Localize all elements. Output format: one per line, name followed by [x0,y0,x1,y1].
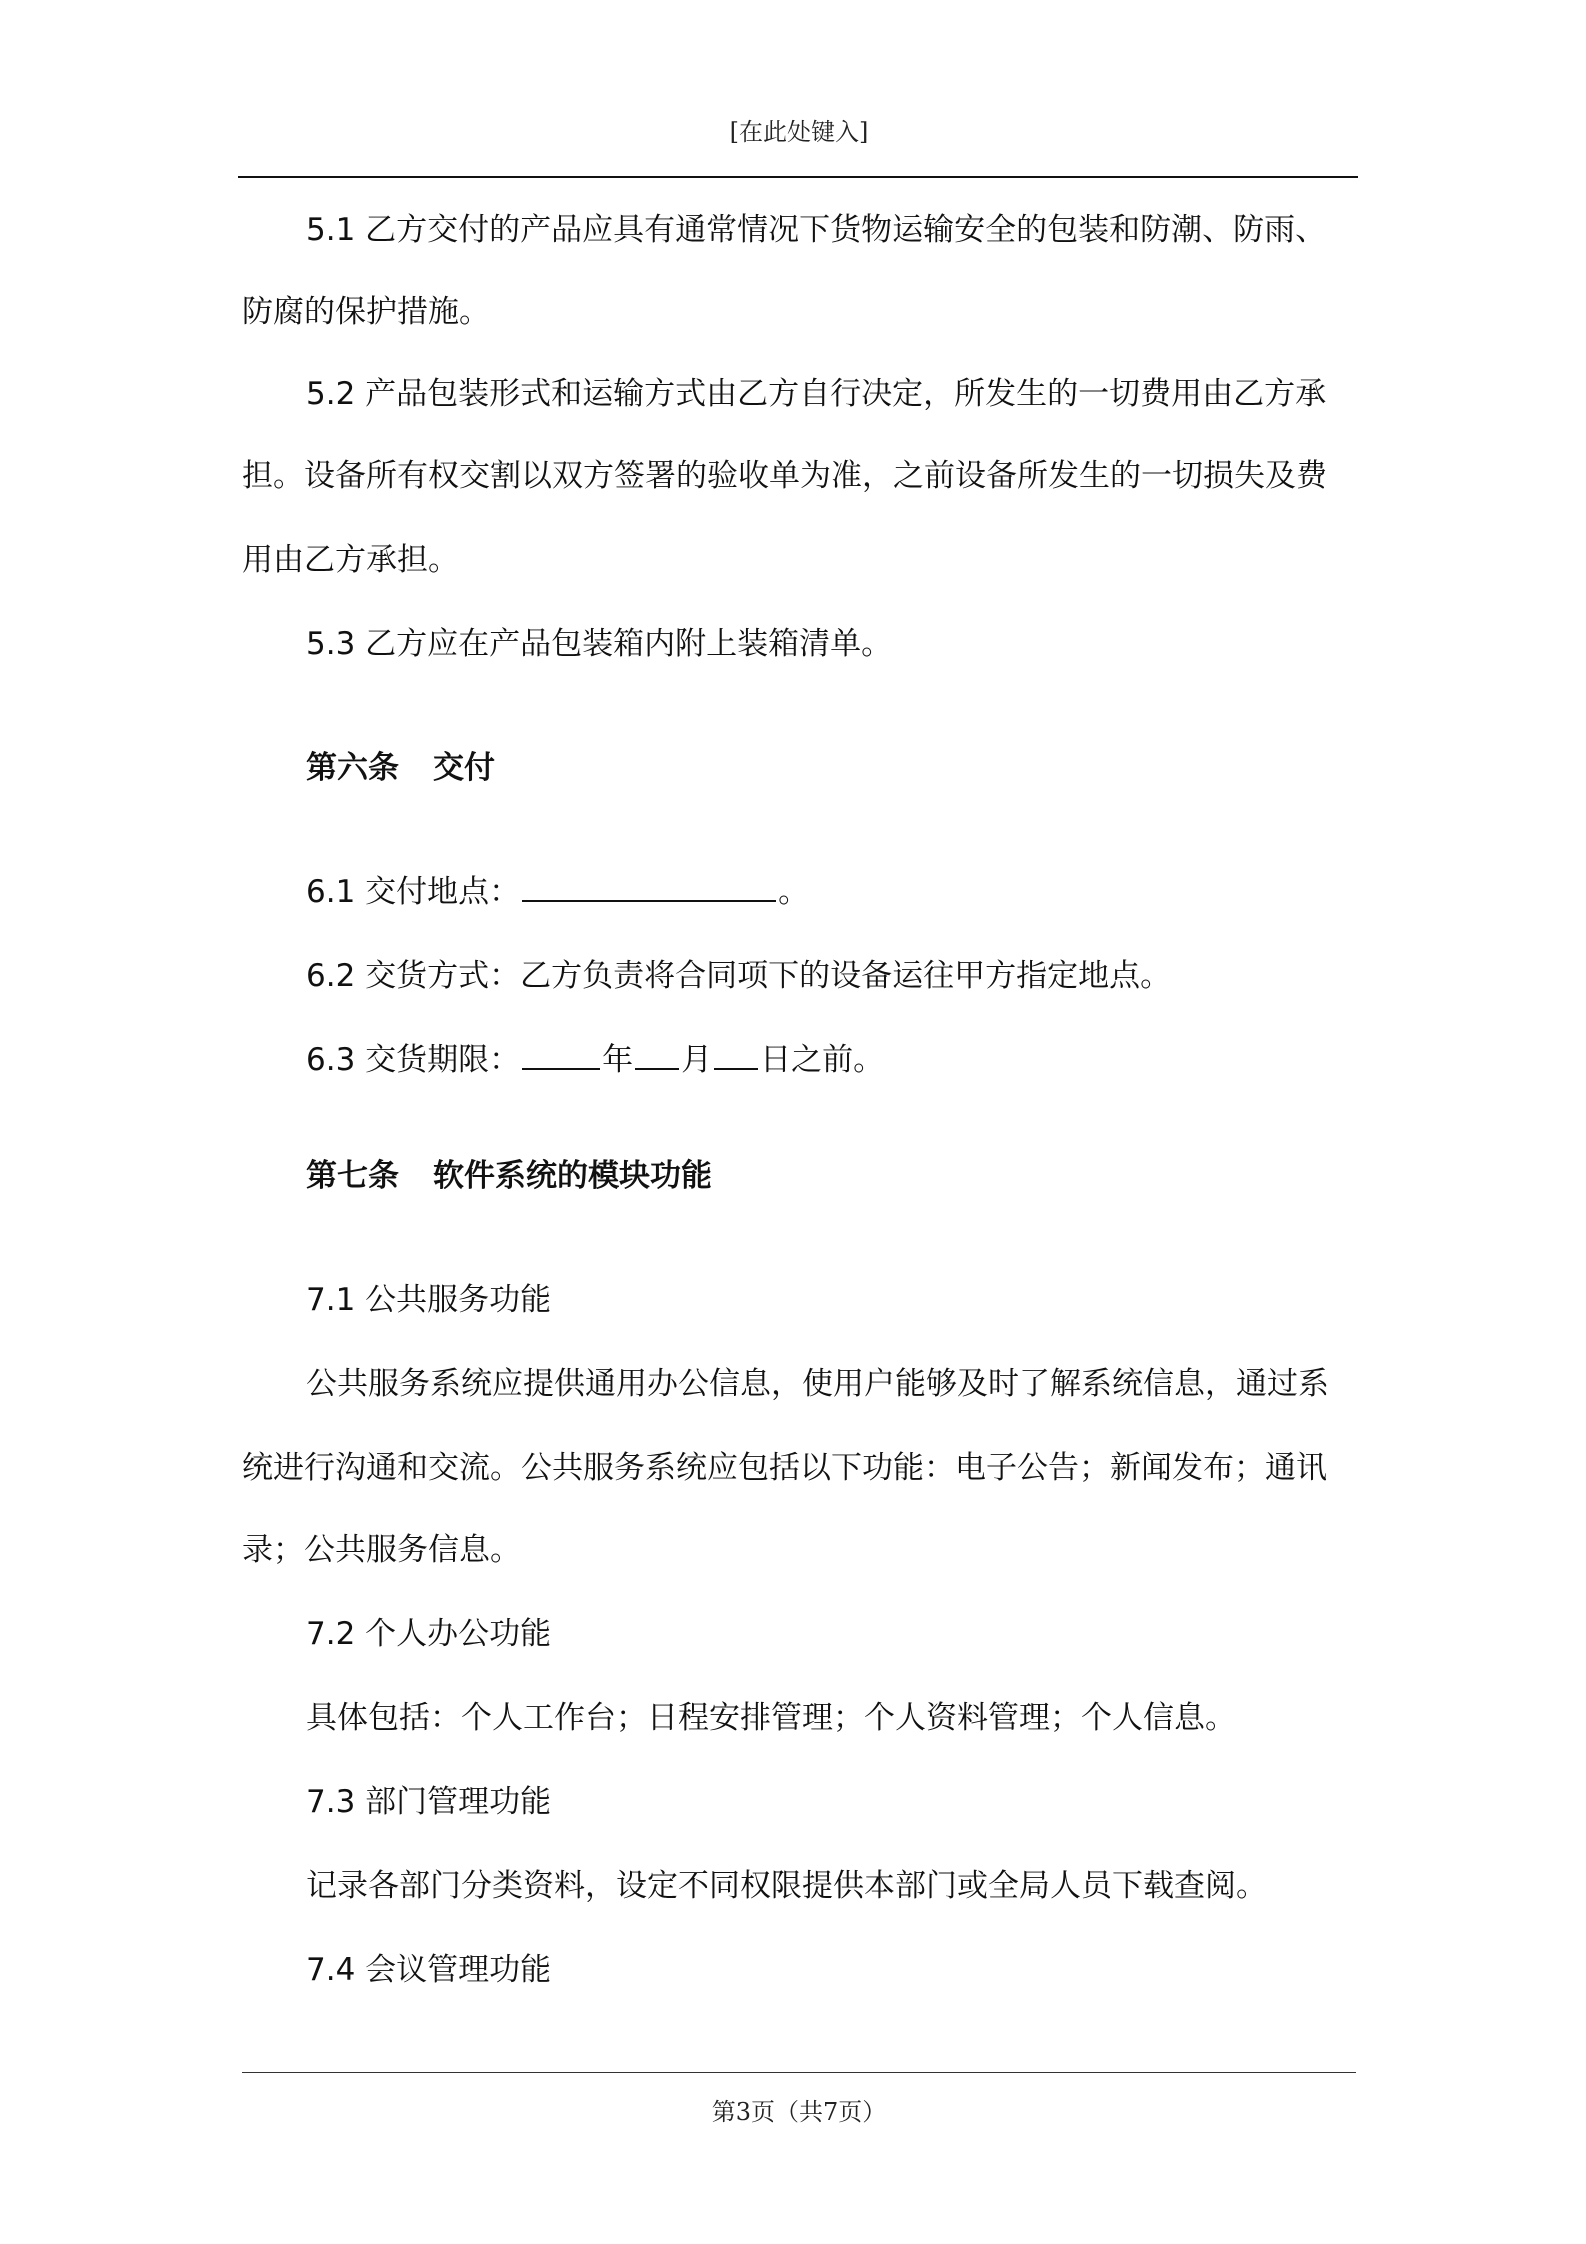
clause-5-2-line-2: 担。设备所有权交割以双方签署的验收单为准，之前设备所发生的一切损失及费 [242,458,1327,494]
header-divider [238,176,1358,178]
clause-5-1-line-1: 5.1 乙方交付的产品应具有通常情况下货物运输安全的包装和防潮、防雨、 [306,212,1327,248]
article-6-title: 交付 [433,750,495,786]
clause-7-4-title: 7.4 会议管理功能 [306,1952,552,1988]
clause-7-2-title: 7.2 个人办公功能 [306,1616,552,1652]
clause-6-3 [306,1040,884,1080]
article-6-heading [306,748,495,788]
clause-6-2: 6.2 交货方式：乙方负责将合同项下的设备运往甲方指定地点。 [306,958,1172,994]
month-label: 月 [681,1042,713,1078]
year-label: 年 [602,1042,634,1078]
clause-7-1-line-3: 录；公共服务信息。 [242,1532,521,1568]
page-header: [在此处键入] [729,118,869,146]
clause-5-2-line-3: 用由乙方承担。 [242,542,459,578]
clause-6-1-label: 6.1 交付地点： [306,874,521,910]
clause-6-1 [306,872,809,912]
clause-5-2-line-1: 5.2 产品包装形式和运输方式由乙方自行决定，所发生的一切费用由乙方承 [306,376,1327,412]
footer-divider [242,2072,1356,2073]
article-6-number: 第六条 [306,750,399,786]
day-label: 日之前。 [760,1042,885,1078]
clause-6-1-end: 。 [778,874,810,910]
clause-7-1-line-2: 统进行沟通和交流。公共服务系统应包括以下功能：电子公告；新闻发布；通讯 [242,1450,1327,1486]
clause-7-3-title: 7.3 部门管理功能 [306,1784,552,1820]
clause-7-1-line-1: 公共服务系统应提供通用办公信息，使用户能够及时了解系统信息，通过系 [306,1366,1329,1402]
clause-5-1-line-2: 防腐的保护措施。 [242,294,490,330]
clause-5-3: 5.3 乙方应在产品包装箱内附上装箱清单。 [306,626,893,662]
article-7-number: 第七条 [306,1158,399,1194]
clause-7-2-line-1: 具体包括：个人工作台；日程安排管理；个人资料管理；个人信息。 [306,1700,1236,1736]
delivery-year-blank[interactable] [522,1067,600,1070]
article-7-title: 软件系统的模块功能 [433,1158,712,1194]
delivery-day-blank[interactable] [714,1067,758,1070]
delivery-location-blank[interactable] [522,899,776,902]
clause-7-3-line-1: 记录各部门分类资料，设定不同权限提供本部门或全局人员下载查阅。 [306,1868,1267,1904]
page-footer: 第3页（共7页） [711,2098,887,2126]
article-7-heading [306,1156,712,1196]
clause-6-3-label: 6.3 交货期限： [306,1042,521,1078]
delivery-month-blank[interactable] [635,1067,679,1070]
clause-7-1-title: 7.1 公共服务功能 [306,1282,552,1318]
